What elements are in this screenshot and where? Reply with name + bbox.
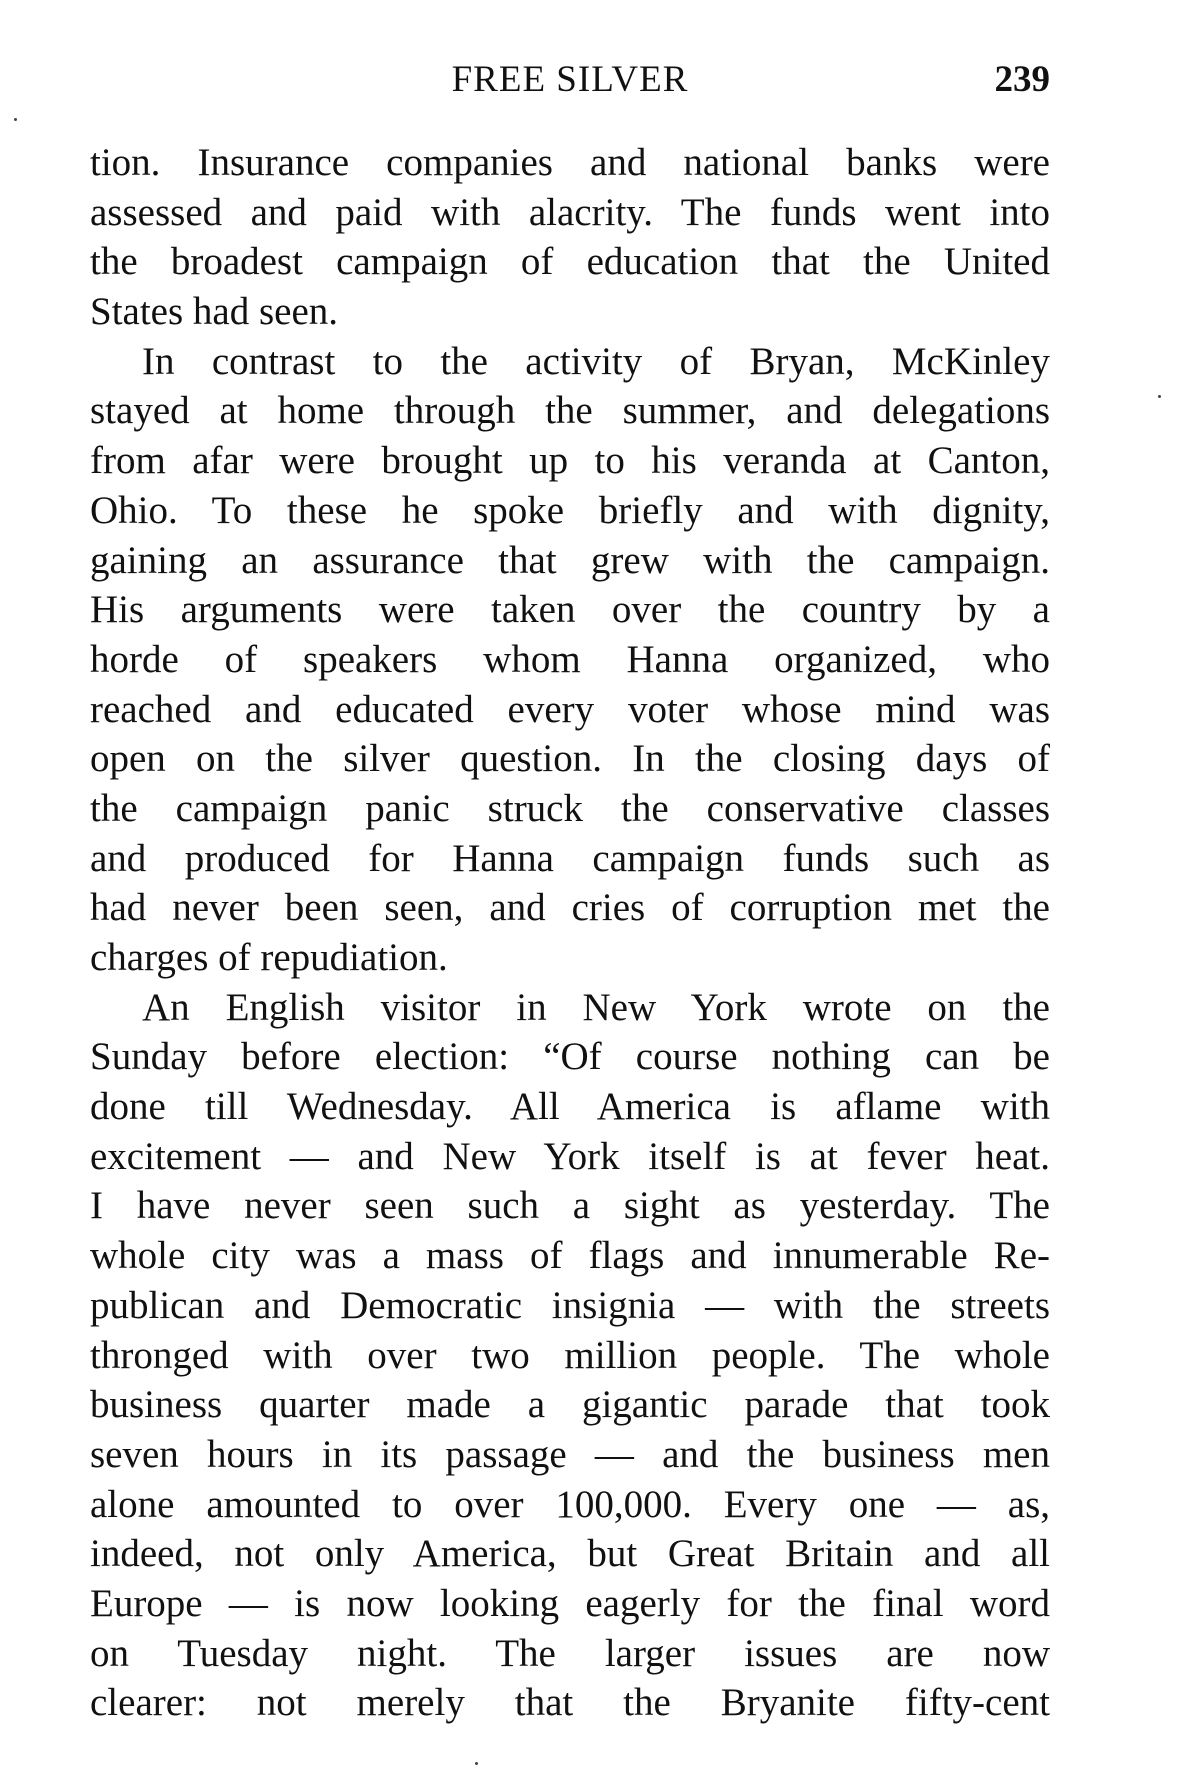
text-line: whole city was a mass of flags and innumerable Re-	[90, 1234, 1050, 1278]
text-line: excitement — and New York itself is at fever heat.	[90, 1134, 1050, 1178]
text-line: seven hours in its passage — and the business men	[90, 1432, 1050, 1476]
text-line: States had seen.	[90, 290, 339, 334]
text-line: had never been seen, and cries of corruption met the	[90, 886, 1050, 930]
text-line: gaining an assurance that grew with the campaign.	[90, 538, 1050, 582]
text-line: the campaign panic struck the conservative classes	[90, 786, 1050, 830]
text-line: and produced for Hanna campaign funds such as	[90, 836, 1050, 880]
running-title: FREE SILVER	[451, 59, 689, 100]
body-text	[90, 138, 1050, 1728]
text-line: clearer: not merely that the Bryanite fifty-cent	[90, 1681, 1050, 1725]
text-line: the broadest campaign of education that the United	[90, 240, 1050, 284]
text-line: assessed and paid with alacrity. The funds went into	[90, 190, 1050, 234]
page-number: 239	[994, 59, 1050, 100]
text-line: from afar were brought up to his veranda at Canton,	[90, 439, 1050, 483]
text-line: In contrast to the activity of Bryan, McKinley	[142, 339, 1050, 383]
text-line: I have never seen such a sight as yesterday. The	[90, 1184, 1050, 1228]
text-line: An English visitor in New York wrote on the	[142, 985, 1050, 1029]
text-line: Ohio. To these he spoke briefly and with dignity,	[90, 488, 1050, 532]
text-line: reached and educated every voter whose mind was	[90, 687, 1050, 731]
scan-speck	[14, 118, 17, 121]
text-line: Sunday before election: “Of course nothing can be	[90, 1035, 1050, 1079]
text-line: on Tuesday night. The larger issues are now	[90, 1631, 1050, 1675]
text-line: His arguments were taken over the country by a	[90, 588, 1050, 632]
text-line: indeed, not only America, but Great Britain and all	[90, 1532, 1050, 1576]
text-line: stayed at home through the summer, and delegations	[90, 389, 1050, 433]
text-line: open on the silver question. In the closing days of	[90, 737, 1050, 781]
text-line: tion. Insurance companies and national banks were	[90, 141, 1050, 184]
running-head	[90, 56, 1050, 104]
text-line: charges of repudiation.	[90, 936, 448, 979]
text-line: horde of speakers whom Hanna organized, who	[90, 637, 1050, 681]
text-line: Europe — is now looking eagerly for the final word	[90, 1581, 1050, 1625]
text-line: done till Wednesday. All America is aflame with	[90, 1085, 1050, 1129]
text-line: business quarter made a gigantic parade that took	[90, 1383, 1050, 1427]
text-line: alone amounted to over 100,000. Every one — as,	[90, 1482, 1050, 1526]
text-line: thronged with over two million people. The whole	[90, 1333, 1050, 1377]
text-line: publican and Democratic insignia — with the streets	[90, 1283, 1050, 1327]
scan-speck	[1158, 395, 1161, 398]
scan-speck	[475, 1762, 478, 1765]
